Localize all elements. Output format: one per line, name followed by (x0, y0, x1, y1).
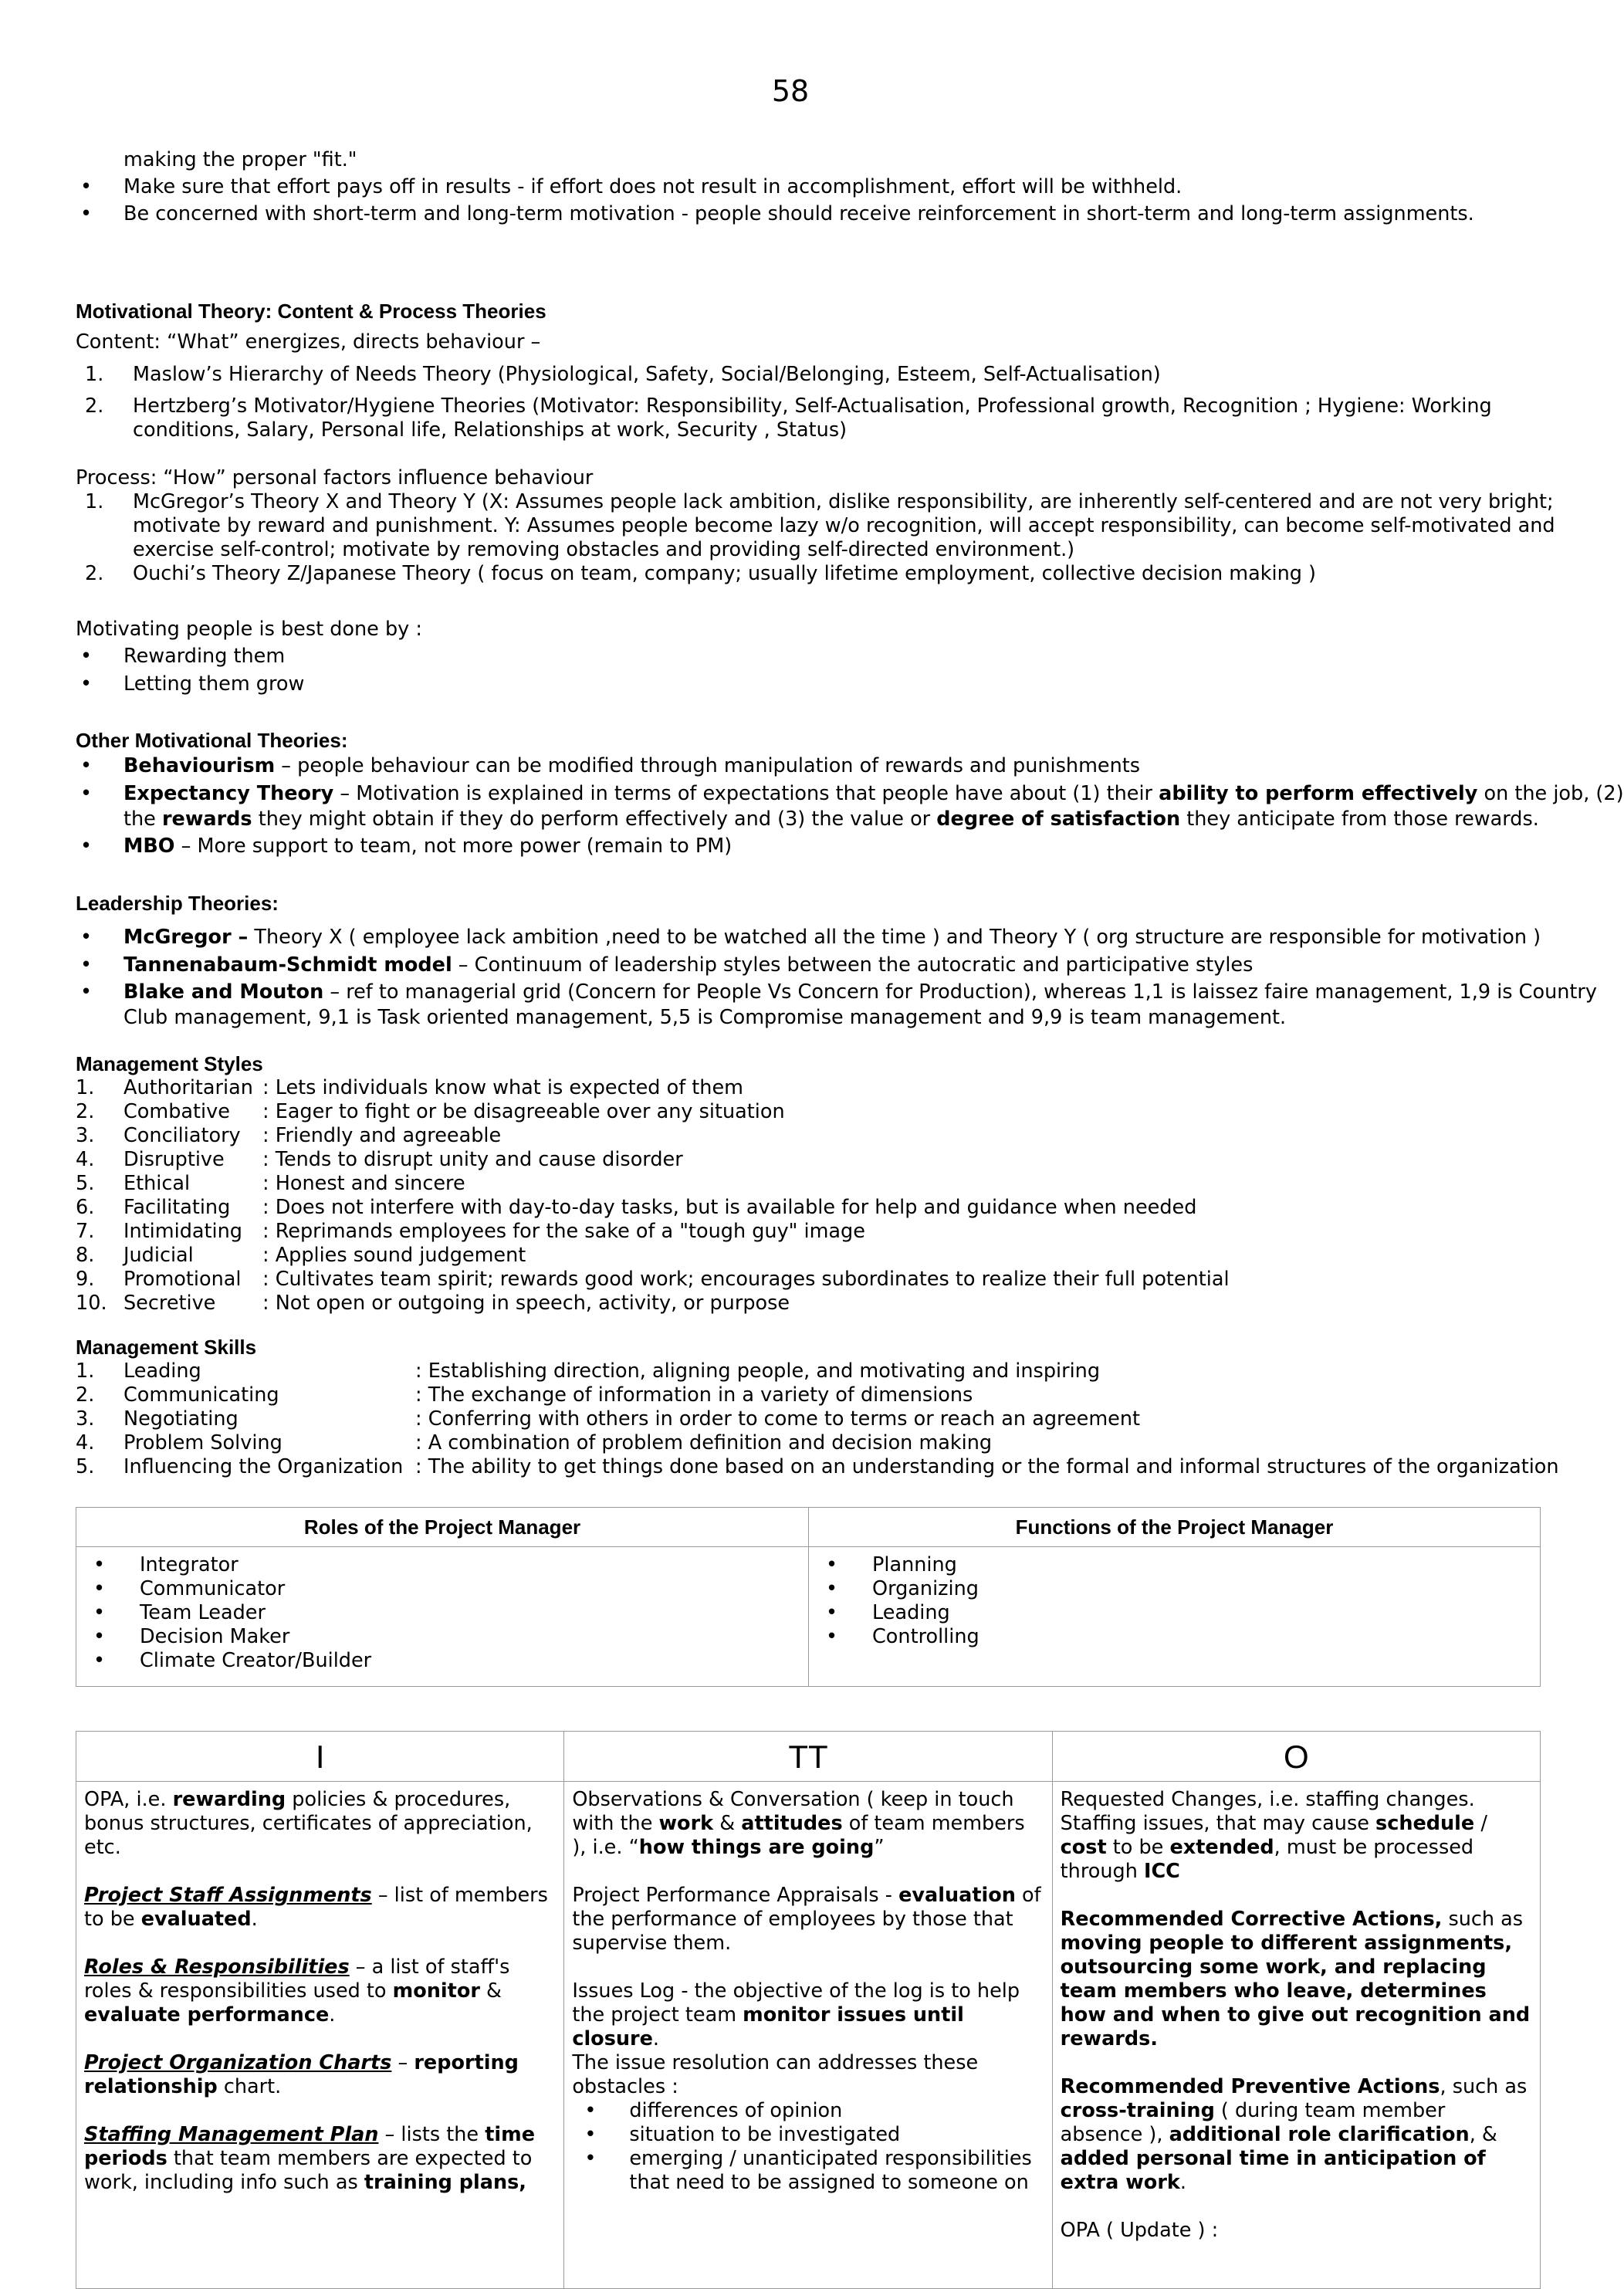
list-item: • Leading (826, 1601, 1540, 1625)
outputs-cell (1052, 1782, 1540, 2289)
leadership-blake-cont: Club management, 9,1 is Task oriented management, 5,5 is Compromise management and 9,9 is team management. (123, 1006, 1287, 1029)
list-item-description: : The ability to get things done based on an understanding or the formal and informal structures of the organization (415, 1455, 1559, 1478)
content-label: Content: “What” energizes, directs behaviour – (76, 330, 541, 354)
intro-bullet: Be concerned with short-term and long-term motivation - people should receive reinforcement in short-term and long-term assignments. (123, 202, 1474, 225)
list-number: 1. (76, 1076, 95, 1099)
other-expectancy: Expectancy Theory – Motivation is explained in terms of expectations that people have about (1) their ability to perform effectively on the job, (2) (123, 782, 1624, 805)
list-item: • situation to be investigated (572, 2123, 1044, 2147)
list-number: 4. (76, 1431, 95, 1454)
section-heading: Management Skills (76, 1336, 257, 1359)
list-item-name: Combative (123, 1100, 230, 1123)
list-number: 3. (76, 1124, 95, 1147)
list-item-description: : Cultivates team spirit; rewards good work; encourages subordinates to realize their full potential (262, 1268, 1230, 1291)
list-item: • Team Leader (93, 1601, 808, 1625)
list-item-name: Secretive (123, 1292, 216, 1315)
roles-header: Roles of the Project Manager (76, 1508, 809, 1547)
list-number: 5. (76, 1172, 95, 1195)
process-item: Ouchi’s Theory Z/Japanese Theory ( focus on team, company; usually lifetime employment, collective decision making ) (133, 562, 1316, 585)
input-opa: OPA, i.e. rewarding policies & procedures, bonus structures, certificates of appreciation, etc. (84, 1788, 533, 1859)
section-heading: Other Motivational Theories: (76, 729, 348, 752)
list-number: 2. (85, 394, 104, 418)
list-number: 2. (76, 1383, 95, 1407)
list-item: • differences of opinion (572, 2099, 1044, 2123)
leadership-blake: Blake and Mouton – ref to managerial grid (Concern for People Vs Concern for Production), whereas 1,1 is laissez faire management, 1,9 is Country (123, 980, 1597, 1004)
list-item-description: : Lets individuals know what is expected of them (262, 1076, 743, 1099)
roles-functions-table (76, 1507, 1541, 1687)
list-number: 10. (76, 1292, 107, 1315)
list-item: • Climate Creator/Builder (93, 1649, 808, 1673)
output-requested-changes: Requested Changes, i.e. staffing changes. Staffing issues, that may cause schedule / cost to be extended, must be processed through ICC (1060, 1788, 1487, 1883)
list-item-name: Negotiating (123, 1407, 239, 1431)
list-item: • Communicator (93, 1577, 808, 1601)
tools-cell (564, 1782, 1052, 2289)
list-item-description: : Not open or outgoing in speech, activity, or purpose (262, 1292, 790, 1315)
bullet-dot: • (80, 672, 93, 696)
tool-issue-resolution: The issue resolution can addresses these obstacles : (572, 2051, 979, 2098)
bullet-dot: • (80, 980, 93, 1004)
list-item-description: : Friendly and agreeable (262, 1124, 502, 1147)
page-number: 58 (771, 74, 810, 108)
list-item-description: : Eager to fight or be disagreeable over any situation (262, 1100, 785, 1123)
best-item: Letting them grow (123, 672, 305, 696)
tool-issues-log: Issues Log - the objective of the log is to help the project team monitor issues until closure. (572, 1979, 1020, 2050)
list-number: 1. (85, 363, 104, 386)
list-item-description: : Reprimands employees for the sake of a "tough guy" image (262, 1220, 865, 1243)
section-heading: Leadership Theories: (76, 892, 279, 915)
process-item-cont: motivate by reward and punishment. Y: Assumes people become lazy w/o recognition, will accept responsibility, can become self-motivated and (133, 514, 1555, 537)
leadership-tannenbaum: Tannenabaum-Schmidt model – Continuum of leadership styles between the autocratic and participative styles (123, 953, 1254, 977)
list-number: 1. (76, 1360, 95, 1383)
bullet-dot: • (80, 175, 93, 198)
tool-observations: Observations & Conversation ( keep in touch with the work & attitudes of team members ), i.e. “how things are going” (572, 1788, 1025, 1859)
list-number: 2. (76, 1100, 95, 1123)
list-item: • Integrator (93, 1553, 808, 1577)
list-item-name: Disruptive (123, 1148, 225, 1171)
list-number: 1. (85, 490, 104, 513)
intro-continuation: making the proper "fit." (123, 148, 357, 171)
input-roles-responsibilities: Roles & Responsibilities – a list of staff's roles & responsibilities used to monitor & evaluate performance. (84, 1955, 510, 2027)
list-item: • Planning (826, 1553, 1540, 1577)
input-staffing-plan: Staffing Management Plan – lists the time periods that team members are expected to work, including info such as training plans, (84, 2123, 535, 2194)
roles-cell (76, 1547, 809, 1687)
bullet-dot: • (80, 754, 93, 777)
list-item-name: Communicating (123, 1383, 279, 1407)
list-number: 3. (76, 1407, 95, 1431)
list-item: • Organizing (826, 1577, 1540, 1601)
process-item: McGregor’s Theory X and Theory Y (X: Assumes people lack ambition, dislike responsibility, are inherently self-centered and are not very bright; (133, 490, 1554, 513)
bullet-dot: • (80, 835, 93, 858)
list-item-name: Leading (123, 1360, 201, 1383)
best-label: Motivating people is best done by : (76, 618, 422, 641)
list-item-description: : Honest and sincere (262, 1172, 465, 1195)
output-preventive-actions: Recommended Preventive Actions, such as cross-training ( during team member absence ), additional role clarification, & added personal time in anticipation of extra work. (1060, 2075, 1528, 2194)
list-item-description: : Establishing direction, aligning people, and motivating and inspiring (415, 1360, 1101, 1383)
inputs-header: I (76, 1732, 564, 1782)
itto-table (76, 1731, 1541, 2289)
list-item-description: : The exchange of information in a variety of dimensions (415, 1383, 973, 1407)
list-item: • Controlling (826, 1625, 1540, 1649)
list-number: 2. (85, 562, 104, 585)
bullet-dot: • (80, 926, 93, 949)
other-expectancy-cont: the rewards they might obtain if they do perform effectively and (3) the value or degree of satisfaction they anticipate from those rewards. (123, 808, 1539, 831)
input-org-charts: Project Organization Charts – reporting relationship chart. (84, 2051, 519, 2098)
list-item-description: : Conferring with others in order to come to terms or reach an agreement (415, 1407, 1141, 1431)
list-item: • emerging / unanticipated responsibilities that need to be assigned to someone on (572, 2147, 1044, 2195)
bullet-dot: • (80, 645, 93, 668)
other-mbo: MBO – More support to team, not more power (remain to PM) (123, 835, 732, 858)
inputs-cell (76, 1782, 564, 2289)
functions-header: Functions of the Project Manager (809, 1508, 1541, 1547)
list-item-name: Judicial (123, 1244, 194, 1267)
input-staff-assignments: Project Staff Assignments – list of members to be evaluated. (84, 1884, 548, 1931)
list-item-name: Ethical (123, 1172, 191, 1195)
tool-appraisals: Project Performance Appraisals - evaluation of the performance of employees by those that supervise them. (572, 1884, 1041, 1955)
list-item-name: Promotional (123, 1268, 242, 1291)
bullet-dot: • (80, 202, 93, 225)
content-item-cont: conditions, Salary, Personal life, Relationships at work, Security , Status) (133, 418, 848, 442)
best-item: Rewarding them (123, 645, 286, 668)
bullet-dot: • (80, 953, 93, 977)
list-item-name: Problem Solving (123, 1431, 283, 1454)
leadership-mcgregor: McGregor – Theory X ( employee lack ambition ,need to be watched all the time ) and Theory Y ( org structure are responsible for motivation ) (123, 926, 1541, 949)
content-item: Maslow’s Hierarchy of Needs Theory (Physiological, Safety, Social/Belonging, Esteem, Self-Actualisation) (133, 363, 1161, 386)
list-item-description: : A combination of problem definition and decision making (415, 1431, 993, 1454)
output-opa-update: OPA ( Update ) : (1060, 2219, 1219, 2242)
list-item-description: : Applies sound judgement (262, 1244, 526, 1267)
list-item-name: Facilitating (123, 1196, 231, 1219)
list-item-name: Authoritarian (123, 1076, 253, 1099)
outputs-header: O (1052, 1732, 1540, 1782)
tools-header: TT (564, 1732, 1052, 1782)
content-item: Hertzberg’s Motivator/Hygiene Theories (Motivator: Responsibility, Self-Actualisation, Professional growth, Recognition ; Hygiene: Working (133, 394, 1492, 418)
intro-bullet: Make sure that effort pays off in results - if effort does not result in accomplishment, effort will be withheld. (123, 175, 1182, 198)
list-number: 6. (76, 1196, 95, 1219)
list-number: 8. (76, 1244, 95, 1267)
list-item-name: Intimidating (123, 1220, 242, 1243)
list-item-name: Influencing the Organization (123, 1455, 404, 1478)
list-number: 4. (76, 1148, 95, 1171)
list-item-name: Conciliatory (123, 1124, 241, 1147)
bullet-dot: • (80, 782, 93, 805)
list-item-description: : Tends to disrupt unity and cause disorder (262, 1148, 683, 1171)
section-heading: Management Styles (76, 1052, 263, 1075)
list-number: 9. (76, 1268, 95, 1291)
list-number: 7. (76, 1220, 95, 1243)
output-corrective-actions: Recommended Corrective Actions, such as moving people to different assignments, outsourcing some work, and replacing team members who leave, determines how and when to give out recognition and rewards. (1060, 1908, 1531, 2050)
process-label: Process: “How” personal factors influence behaviour (76, 466, 594, 489)
list-item-description: : Does not interfere with day-to-day tasks, but is available for help and guidance when needed (262, 1196, 1197, 1219)
list-number: 5. (76, 1455, 95, 1478)
list-item: • Decision Maker (93, 1625, 808, 1649)
section-heading: Motivational Theory: Content & Process Theories (76, 300, 546, 323)
functions-cell (809, 1547, 1541, 1687)
process-item-cont: exercise self-control; motivate by removing obstacles and providing self-directed environment.) (133, 538, 1075, 561)
other-behaviourism: Behaviourism – people behaviour can be modified through manipulation of rewards and punishments (123, 754, 1141, 777)
